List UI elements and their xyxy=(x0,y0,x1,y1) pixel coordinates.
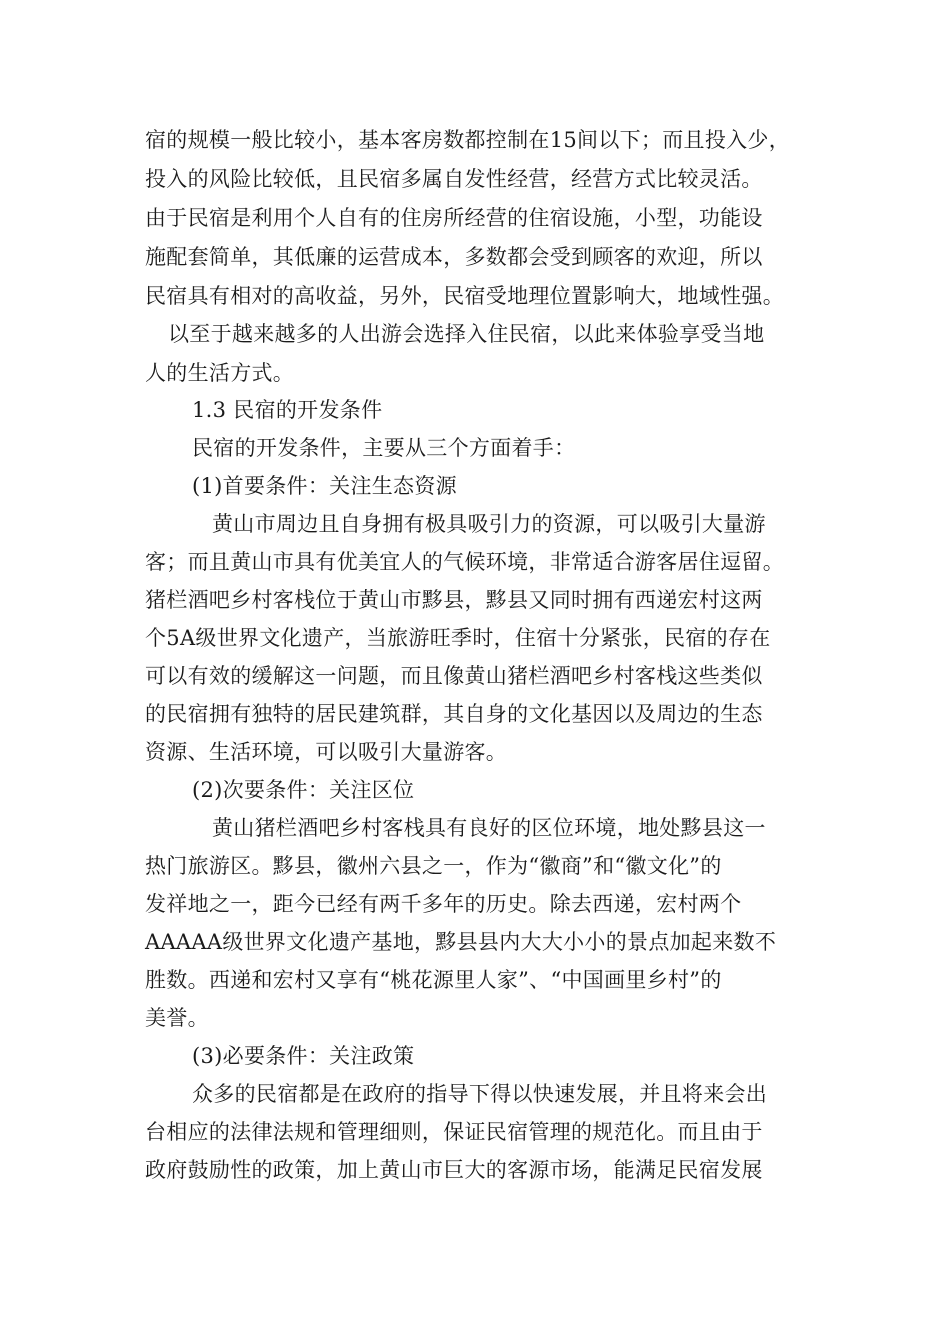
text-line: 的民宿拥有独特的居民建筑群，其自身的文化基因以及周边的生态 xyxy=(145,702,763,726)
text-line: 人的生活方式。 xyxy=(145,361,295,385)
text-line: 黄山猪栏酒吧乡村客栈具有良好的区位环境，地处黟县这一 xyxy=(212,816,766,840)
text-line: 客；而且黄山市具有优美宜人的气候环境，非常适合游客居住逗留。 xyxy=(145,550,784,574)
text-line: 民宿的开发条件，主要从三个方面着手： xyxy=(192,436,576,460)
subsection-heading: (1)首要条件：关注生态资源 xyxy=(192,474,457,498)
subsection-heading: (2)次要条件：关注区位 xyxy=(192,778,415,802)
text-line: 美誉。 xyxy=(145,1006,209,1030)
text-line: 以至于越来越多的人出游会选择入住民宿，以此来体验享受当地 xyxy=(168,322,765,346)
text-line: 政府鼓励性的政策，加上黄山市巨大的客源市场，能满足民宿发展 xyxy=(145,1158,763,1182)
text-line: 宿的规模一般比较小，基本客房数都控制在15间以下；而且投入少， xyxy=(145,128,791,152)
subsection-heading: (3)必要条件：关注政策 xyxy=(192,1044,415,1068)
text-line: 台相应的法律法规和管理细则，保证民宿管理的规范化。而且由于 xyxy=(145,1120,763,1144)
text-line: AAAAA级世界文化遗产基地，黟县县内大大小小的景点加起来数不 xyxy=(145,930,777,954)
text-line: 热门旅游区。黟县，徽州六县之一，作为“徽商”和“徽文化”的 xyxy=(145,854,722,878)
text-line: 黄山市周边且自身拥有极具吸引力的资源，可以吸引大量游 xyxy=(212,512,766,536)
text-line: 发祥地之一，距今已经有两千多年的历史。除去西递，宏村两个 xyxy=(145,892,742,916)
text-line: 投入的风险比较低，且民宿多属自发性经营，经营方式比较灵活。 xyxy=(145,167,763,191)
text-line: 施配套简单，其低廉的运营成本，多数都会受到顾客的欢迎，所以 xyxy=(145,245,763,269)
text-line: 胜数。西递和宏村又享有“桃花源里人家”、“中国画里乡村”的 xyxy=(145,968,722,992)
text-line: 由于民宿是利用个人自有的住房所经营的住宿设施，小型，功能设 xyxy=(145,206,763,230)
text-line: 资源、生活环境，可以吸引大量游客。 xyxy=(145,740,508,764)
text-line: 个5A级世界文化遗产，当旅游旺季时，住宿十分紧张，民宿的存在 xyxy=(145,626,771,650)
section-heading: 1.3 民宿的开发条件 xyxy=(192,398,383,422)
text-line: 众多的民宿都是在政府的指导下得以快速发展，并且将来会出 xyxy=(192,1082,768,1106)
text-line: 猪栏酒吧乡村客栈位于黄山市黟县，黟县又同时拥有西递宏村这两 xyxy=(145,588,763,612)
text-line: 民宿具有相对的高收益，另外，民宿受地理位置影响大，地域性强。 xyxy=(145,284,784,308)
text-line: 可以有效的缓解这一问题，而且像黄山猪栏酒吧乡村客栈这些类似 xyxy=(145,664,763,688)
